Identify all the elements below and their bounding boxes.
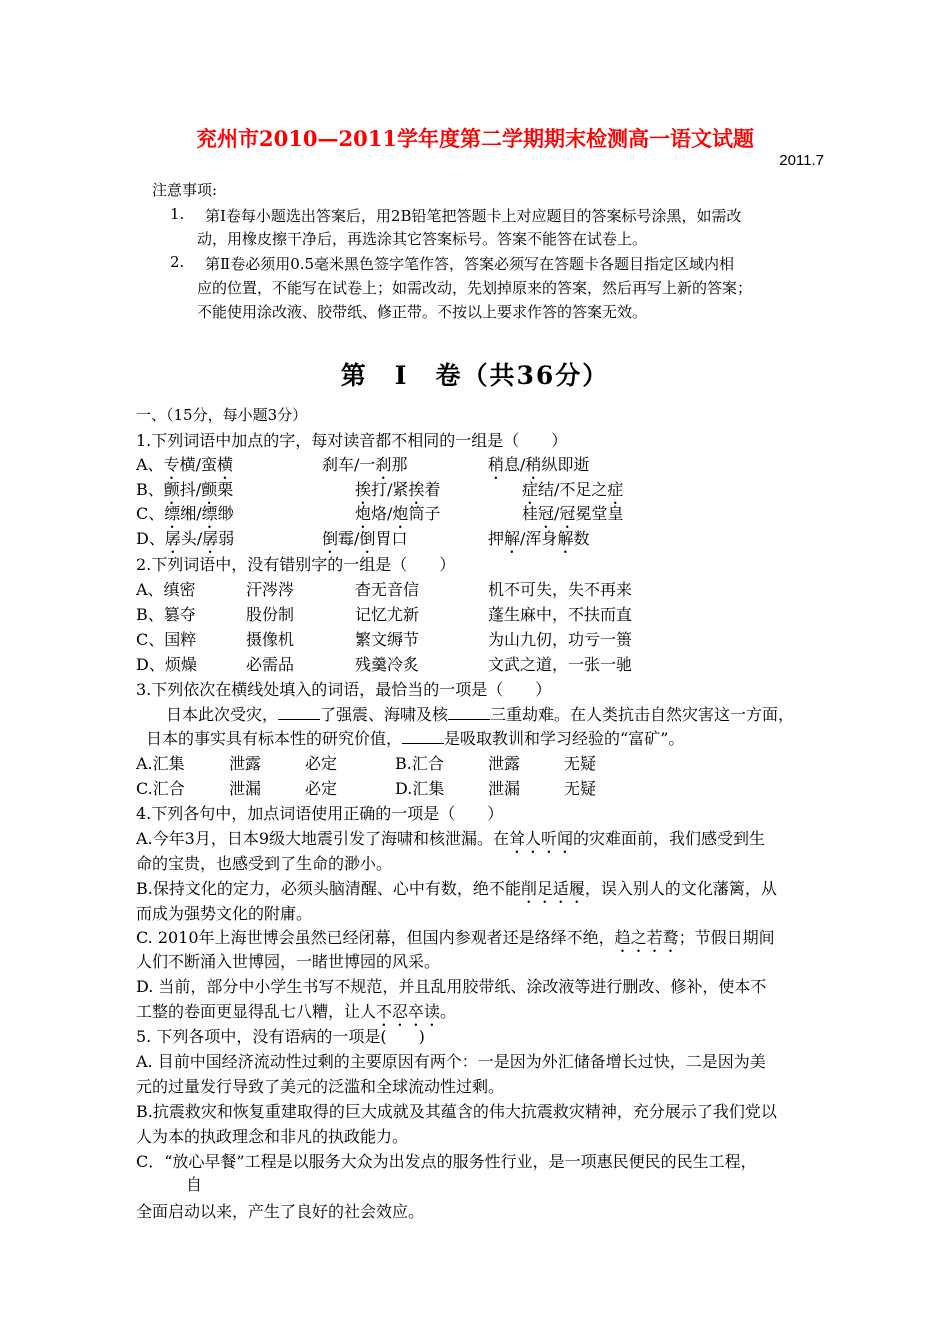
q2-b-col3: 记忆尤新 [355,605,420,624]
q4-option-d-line-1: D. 当前，部分中小学生书写不规范，并且乱用胶带纸、涂改液等进行删改、修补，使本不 [136,977,767,996]
notice-item-1-line-2: 动，用橡皮擦干净后，再选涂其它答案标号。答案不能答在试卷上。 [197,230,648,248]
q2-c-col2: 摄像机 [246,630,295,649]
notice-heading: 注意事项: [152,181,218,199]
q3-blank-1 [278,705,320,720]
notice-item-2-line-1: 第Ⅱ卷必须用0.5毫米黑色签字笔作答，答案必须写在答题卡各题目指定区域内相 [205,255,735,273]
q4-c-dotted-phrase: 趋之若鹜 [614,928,679,947]
q1-option-b-word-2: 挨打/紧挨着 [355,480,441,499]
q2-a-col3: 杳无音信 [355,580,420,599]
q2-d-col2: 必需品 [246,655,295,674]
q1-option-a-word-2: 刹车/一刹那 [322,455,408,474]
notice-item-2-line-3: 不能使用涂改液、胶带纸、修正带。不按以上要求作答的答案无效。 [197,303,648,321]
q1-option-a: A、专横/蛮横 [136,455,234,474]
q3-c-1: C.汇合 [136,779,185,798]
q5-option-a-line-1: A. 目前中国经济流动性过剩的主要原因有两个：一是因为外汇储备增长过快，二是因为美 [136,1052,766,1071]
q2-c-col1: C、国粹 [136,630,197,649]
q4-b-dotted-phrase: 削足适履 [520,879,585,898]
q2-b-col4: 蓬生麻中，不扶而直 [488,605,633,624]
q2-c-col4: 为山九仞，功亏一篑 [488,630,633,649]
q3-b-2: 泄露 [488,754,521,773]
q1-option-d: D、孱头/孱弱 [136,529,235,548]
notice-item-2-num: 2. [170,253,185,271]
q5-option-c-line-2: 自 [186,1175,203,1194]
q1-option-a-word-3: 稍息/稍纵即逝 [488,455,590,474]
q3-stem: 3.下列依次在横线处填入的词语，最恰当的一项是（ ） [136,680,552,699]
q3-passage-line-2: 日本的事实具有标本性的研究价值， 是吸取教训和学习经验的“富矿”。 [146,729,685,748]
q1-option-c-word-3: 桂冠/冠冕堂皇 [522,504,624,523]
q2-a-col1: A、缜密 [136,580,196,599]
q5-option-b-line-1: B.抗震救灾和恢复重建取得的巨大成就及其蕴含的伟大抗震救灾精神，充分展示了我们党以 [136,1102,777,1121]
q2-a-col2: 汗涔涔 [246,580,295,599]
q3-c-2: 泄漏 [229,779,262,798]
q3-d-2: 泄漏 [488,779,521,798]
q4-option-c-line-1: C. 2010年上海世博会虽然已经闭幕，但国内参观者还是络绎不绝，趋之若鹜；节假日期间 [136,928,775,947]
q3-blank-2 [448,705,490,720]
q5-option-a-line-2: 元的过量发行导致了美元的泛滥和全球流动性过剩。 [136,1077,505,1096]
q5-option-b-line-2: 人为本的执政理念和非凡的执政能力。 [136,1127,409,1146]
q1-option-b-word-3: 症结/不足之症 [522,480,624,499]
q4-d-dotted-phrase: 不忍卒读 [376,1002,441,1021]
q4-stem: 4.下列各句中，加点词语使用正确的一项是（ ） [136,804,504,823]
q2-stem: 2.下列词语中，没有错别字的一组是（ ） [136,555,456,574]
q5-stem: 5. 下列各项中，没有语病的一项是( ) [136,1027,425,1046]
section-one-label: 一、（15分，每小题3分） [136,406,308,424]
q4-option-a-line-1: A.今年3月，日本9级大地震引发了海啸和核泄漏。在耸人听闻的灾难面前，我们感受到生 [136,829,766,848]
q1-stem: 1.下列词语中加点的字，每对读音都不相同的一组是（ ） [136,431,568,450]
q3-d-3: 无疑 [564,779,597,798]
q3-a-3: 必定 [305,754,338,773]
q1-option-b: B、颤抖/颤栗 [136,480,234,499]
q2-d-col3: 残羹冷炙 [355,655,420,674]
q4-option-b-line-2: 而成为强势文化的附庸。 [136,904,313,923]
notice-item-2-line-2: 应的位置，不能写在试卷上；如需改动，先划掉原来的答案，然后再写上新的答案； [197,279,753,297]
notice-item-1-num: 1. [170,205,185,223]
q3-a-2: 泄露 [229,754,262,773]
q3-blank-3 [402,729,444,744]
q2-a-col4: 机不可失，失不再来 [488,580,633,599]
q3-c-3: 必定 [305,779,338,798]
q2-c-col3: 繁文缛节 [355,630,420,649]
q5-option-c-line-1: C．“放心早餐”工程是以服务大众为出发点的服务性行业，是一项惠民便民的民生工程， [136,1152,757,1171]
q4-option-b-line-1: B.保持文化的定力，必须头脑清醒、心中有数，绝不能削足适履，误入别人的文化藩篱，从 [136,879,777,898]
q1-option-c: C、缥缃/缥缈 [136,504,234,523]
q2-b-col2: 股份制 [246,605,295,624]
q4-a-dotted-phrase: 耸人听闻 [509,829,574,848]
q4-option-a-line-2: 命的宝贵，也感受到了生命的渺小。 [136,854,393,873]
q1-option-c-word-2: 炮烙/炮筒子 [355,504,441,523]
q3-b-1: B.汇合 [395,754,444,773]
q2-b-col1: B、篡夺 [136,605,196,624]
q1-option-d-word-3: 押解/浑身解数 [488,529,590,548]
q2-d-col1: D、烦燥 [136,655,197,674]
q3-d-1: D.汇集 [395,779,445,798]
q4-option-d-line-2: 工整的卷面更显得乱七八糟，让人不忍卒读。 [136,1002,457,1021]
q2-d-col4: 文武之道，一张一驰 [488,655,633,674]
exam-date: 2011.7 [779,152,824,169]
q4-option-c-line-2: 人们不断涌入世博园，一睹世博园的风采。 [136,952,441,971]
part-one-title: 第 Ⅰ 卷（共36分） [340,361,610,390]
q3-b-3: 无疑 [564,754,597,773]
q1-option-d-word-2: 倒霉/倒胃口 [322,529,408,548]
q3-passage-line-1: 日本此次受灾， 了强震、海啸及核 三重劫难。在人类抗击自然灾害这一方面， [166,705,795,724]
notice-item-1-line-1: 第Ⅰ卷每小题选出答案后，用2B铅笔把答题卡上对应题目的答案标号涂黑，如需改 [205,207,742,225]
exam-title: 兖州市2010—2011学年度第二学期期末检测高一语文试题 [196,126,754,151]
q3-a-1: A.汇集 [136,754,185,773]
q5-option-c-line-3: 全面启动以来，产生了良好的社会效应。 [136,1202,425,1221]
